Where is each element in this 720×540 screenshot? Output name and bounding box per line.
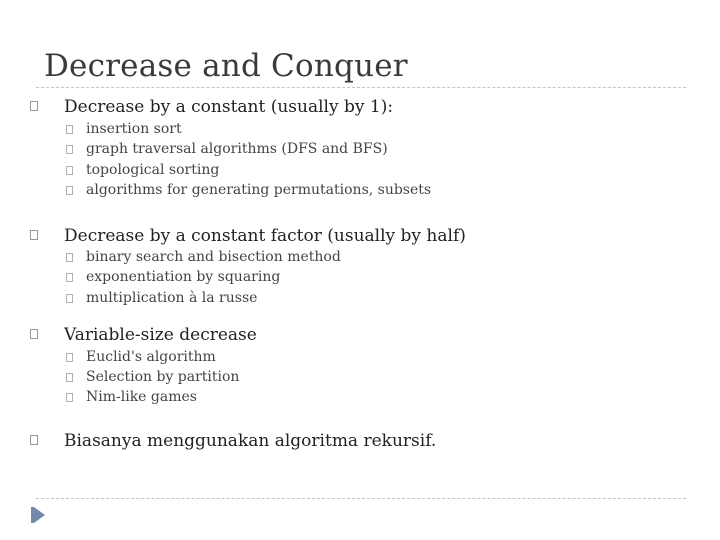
- square-bullet-icon: [30, 230, 38, 240]
- section-heading: Decrease by a constant (usually by 1):: [64, 97, 394, 117]
- square-bullet-icon: [66, 273, 73, 282]
- square-bullet-icon: [66, 393, 73, 402]
- square-bullet-icon: [66, 125, 73, 134]
- square-bullet-icon: [66, 353, 73, 362]
- slide-title: Decrease and Conquer: [44, 48, 408, 84]
- square-bullet-icon: [66, 294, 73, 303]
- square-bullet-icon: [30, 435, 38, 445]
- next-slide-arrow-icon[interactable]: [34, 507, 45, 523]
- square-bullet-icon: [66, 186, 73, 195]
- title-divider: [36, 87, 686, 88]
- section-heading: Variable-size decrease: [64, 325, 257, 345]
- square-bullet-icon: [30, 329, 38, 339]
- square-bullet-icon: [66, 253, 73, 262]
- slide: Decrease and Conquer Decrease by a constant (usually by 1): insertion sort graph traversal algorithms (DFS and BFS) topological sorting algorithms for generating permutations, subsets Decrease by a constant factor (usually by half) binary search and bisection method exponentiation by squaring multiplication à la russe Variable-size decrease Euclid's algorithm Selection by partition Nim-like games Biasanya menggunakan algoritma rekursif.: [0, 0, 720, 540]
- square-bullet-icon: [66, 145, 73, 154]
- section-heading: Biasanya menggunakan algoritma rekursif.: [64, 431, 437, 451]
- square-bullet-icon: [30, 101, 38, 111]
- section-heading: Decrease by a constant factor (usually by half): [64, 226, 466, 246]
- square-bullet-icon: [66, 166, 73, 175]
- square-bullet-icon: [66, 373, 73, 382]
- footer-divider: [36, 498, 686, 499]
